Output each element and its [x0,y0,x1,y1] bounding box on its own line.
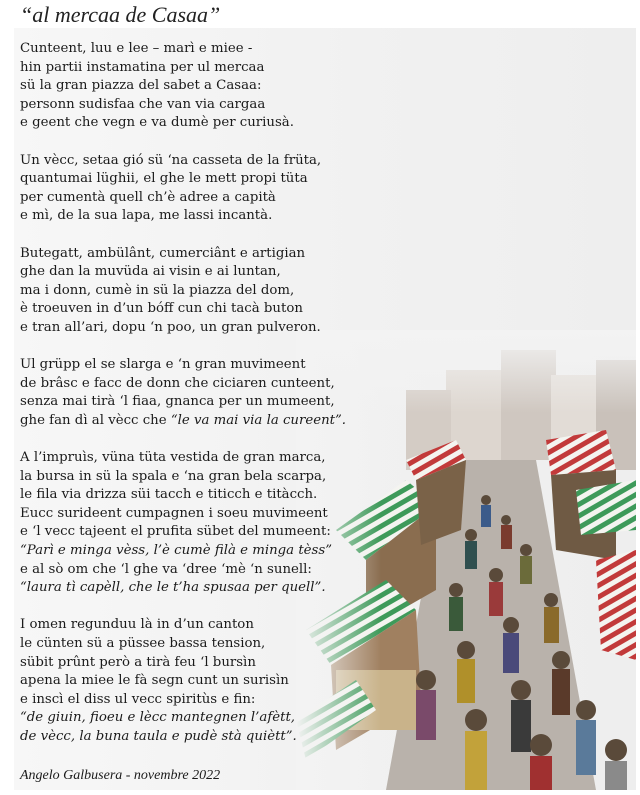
poem-line: de brâsc e facc de donn che ciciaren cunteent, [20,375,335,391]
poem-line: per cumentà quell ch’è adree a capità [20,189,276,205]
stanza-4 [20,356,380,430]
poem-line: quantumai lüghii, el ghe le mett propi tüta [20,171,308,187]
inline-quote: “le va mai via la cureent”. [170,412,347,428]
poem-line: hin partii instamatina per ul mercaa [20,59,265,75]
poem-line: Butegatt, ambülânt, cumerciânt e artigian [20,245,306,261]
poem-line: Un vècc, setaa gió sü ‘na casseta de la früta, [20,152,322,168]
poem-line: è troeuven in d’un bóff cun chi tacà buton [20,301,303,317]
poem-line: ghe dan la muvüda ai visin e ai luntan, [20,264,281,280]
stanza-6 [20,616,380,746]
poem-line-quote: “de giuin, fioeu e lècc mantegnen l’afètt, [20,710,296,726]
poem-line: apena la miee le fà segn cunt un surisìn [20,673,289,689]
poem-body [20,40,380,765]
poem-line: le cünten sü a püssee bassa tension, [20,636,266,651]
poem-line: Eucc surideent cumpagnen i soeu muvimeent [20,505,328,521]
poem-line: Ul grüpp el se slarga e ‘n gran muvimeent [20,357,306,373]
poem-line-quote: “laura tì capèll, che le t’ha spusaa per quell”. [20,580,326,596]
poem-line: e al sò om che ‘l ghe va ‘dree ‘mè ‘n sunell: [20,561,312,577]
poem-line: ma i donn, cumè in sü la piazza del dom, [20,282,295,298]
signature: Angelo Galbusera - novembre 2022 [20,768,221,783]
poem-line: A l’impruìs, vüna tüta vestida de gran marca, [20,450,326,466]
poem-line: le fila via drizza süi tacch e titicch e titàcch. [20,487,318,503]
poem-title: “al mercaa de Casaa” [20,2,221,27]
stanza-2 [20,152,380,226]
poem-line: e inscì el diss ul vecc spiritùs e fin: [20,691,256,707]
stanza-5 [20,449,380,598]
poem-line: I omen regunduu là in d’un canton [20,617,254,633]
stanza-3 [20,245,380,338]
poem-line: e tran all’ari, dopu ‘n poo, un gran pulveron. [20,319,321,335]
poem-line: Cunteent, luu e lee – marì e miee - [20,41,253,56]
poem-line-text: ghe fan dì al vècc che [20,412,167,428]
poem-line-with-quote [20,412,380,431]
stanza-1 [20,40,380,133]
poem-line: senza mai tirà ‘l fiaa, gnanca per un mumeent, [20,394,335,410]
poem-line: la bursa in sü la spala e ‘na gran bela scarpa, [20,468,327,484]
poem-line: personn sudisfaa che van via cargaa [20,96,266,112]
poem-line-quote: de vècc, la buna taula e pudè stà quiètt”. [20,728,297,744]
poem-line: e geent che vegn e va dumè per curiusà. [20,115,294,131]
poem-line: sübit prûnt però a tirà feu ‘l bursìn [20,654,256,670]
poem-line-quote: “Parì e minga vèss, l’è cumè filà e minga tèss” [20,543,332,559]
poem-line: sü la gran piazza del sabet a Casaa: [20,78,262,94]
poem-line: e mì, de la sua lapa, me lassi incantà. [20,208,273,224]
poem-line: e ‘l vecc tajeent el prufita sübet del mumeent: [20,524,331,540]
